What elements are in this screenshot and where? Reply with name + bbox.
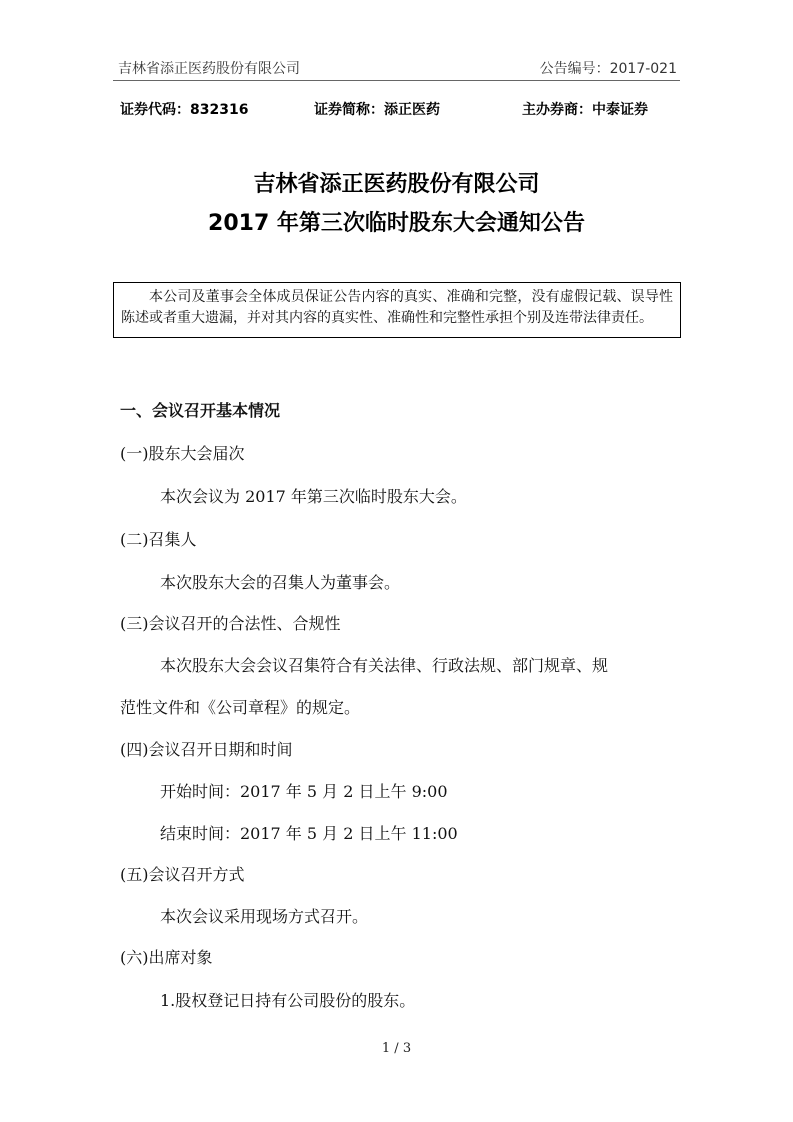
subsection-meeting-method: (五)会议召开方式 [120,865,245,884]
paragraph-convener: 本次股东大会的召集人为董事会。 [160,573,401,592]
paragraph-meeting-method: 本次会议采用现场方式召开。 [160,907,369,926]
header-company-name: 吉林省添正医药股份有限公司 [118,61,300,77]
subsection-convener: (二)召集人 [120,530,197,549]
start-time: 开始时间：2017 年 5 月 2 日上午 9:00 [160,782,448,801]
disclaimer-box: 本公司及董事会全体成员保证公告内容的真实、准确和完整，没有虚假记载、误导性陈述或者重大遗漏，并对其内容的真实性、准确性和完整性承担个别及连带法律责任。 [113,282,681,338]
subsection-date-time: (四)会议召开日期和时间 [120,740,293,759]
subsection-legality: (三)会议召开的合法性、合规性 [120,614,341,633]
end-time: 结束时间：2017 年 5 月 2 日上午 11:00 [160,824,458,843]
sponsor-broker: 主办券商：中泰证券 [522,102,648,118]
paragraph-session: 本次会议为 2017 年第三次临时股东大会。 [160,487,467,506]
paragraph-legality-line-2: 范性文件和《公司章程》的规定。 [120,698,361,717]
subsection-attendees: (六)出席对象 [120,948,213,967]
security-short-name: 证券简称：添正医药 [314,102,440,118]
header-announcement-number: 公告编号：2017-021 [539,61,677,77]
section-title-basic-info: 一、会议召开基本情况 [120,401,281,420]
paragraph-attendees-1: 1.股权登记日持有公司股份的股东。 [160,991,416,1010]
page-number: 1 / 3 [381,1041,412,1056]
paragraph-legality-line-1: 本次股东大会会议召集符合有关法律、行政法规、部门规章、规 [160,656,609,675]
header-divider [113,80,680,81]
subsection-session: (一)股东大会届次 [120,444,245,463]
security-code: 证券代码：832316 [120,102,249,118]
document-title-line-1: 吉林省添正医药股份有限公司 [253,172,540,197]
document-title-line-2: 2017 年第三次临时股东大会通知公告 [208,211,585,236]
